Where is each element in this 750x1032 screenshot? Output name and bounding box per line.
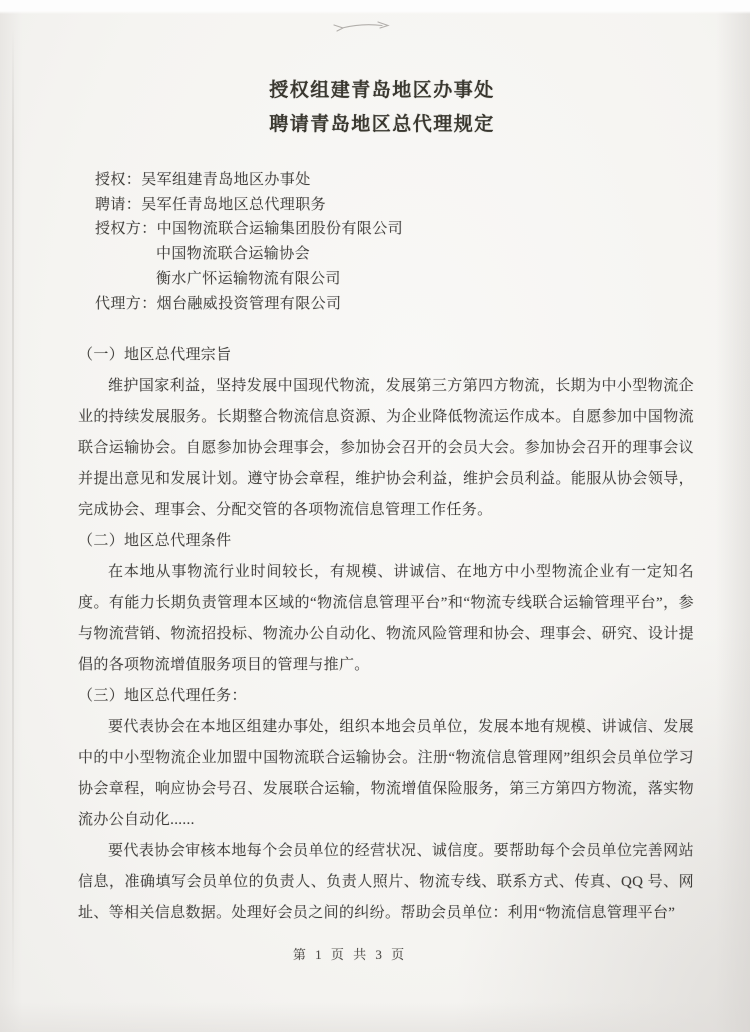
title-line-2: 聘请青岛地区总代理规定 [269, 114, 495, 135]
title-line-1: 授权组建青岛地区办事处 [269, 80, 495, 101]
preamble-label: 授权方： [95, 221, 157, 238]
preamble-text: 中国物流联合运输协会 [156, 246, 311, 263]
preamble-label: 聘请： [95, 196, 142, 213]
preamble-appointment [95, 193, 655, 218]
pencil-scribble-mark [330, 16, 402, 36]
section-3-paragraph-2: 要代表协会审核本地每个会员单位的经营状况、诚信度。要帮助每个会员单位完善网站信息，准确填写会员单位的负责人、负责人照片、物流专线、联系方式、传真、QQ 号、网址、等相关信息数据。处理好会员之间的纠纷。帮助会员单位：利用“物流信息管理平台” [78, 843, 694, 921]
document-title [0, 74, 750, 142]
preamble-label: 代理方： [95, 295, 157, 312]
paper-crease [12, 28, 14, 1003]
section-3-heading: （三）地区总代理任务： [78, 688, 247, 704]
preamble-authorizing-party [95, 217, 655, 242]
preamble-text: 吴军任青岛地区总代理职务 [141, 196, 327, 213]
section-1-paragraph: 维护国家利益，坚持发展中国现代物流，发展第三方第四方物流，长期为中小型物流企业的持续发展服务。长期整合物流信息资源、为企业降低物流运作成本。自愿参加中国物流联合运输协会。自愿参加协会理事会，参加协会召开的会员大会。参加协会召开的理事会议并提出意见和发展计划。遵守协会章程，维护协会利益，维护会员利益。能服从协会领导，完成协会、理事会、分配交管的各项物流信息管理工作任务。 [78, 378, 694, 518]
section-1-heading: （一）地区总代理宗旨 [78, 347, 232, 363]
preamble-authorization [95, 168, 655, 193]
preamble-label: 授权： [95, 172, 142, 188]
preamble-text: 吴军组建青岛地区办事处 [141, 172, 311, 188]
page-number-footer: 第 1 页 共 3 页 [292, 947, 408, 962]
document-body [78, 340, 694, 929]
section-2-paragraph: 在本地从事物流行业时间较长，有规模、讲诚信、在地方中小型物流企业有一定知名度。有能力长期负责管理本区域的“物流信息管理平台”和“物流专线联合运输管理平台”，参与物流营销、物流招投标、物流办公自动化、物流风险管理和协会、理事会、研究、设计提倡的各项物流增值服务项目的管理与推广。 [78, 564, 694, 673]
preamble-block [95, 168, 655, 316]
preamble-text: 衡水广怀运输物流有限公司 [156, 270, 341, 287]
preamble-agent-party [95, 292, 655, 317]
section-3-paragraph-1: 要代表协会在本地区组建办事处，组织本地会员单位，发展本地有规模、讲诚信、发展中的中小型物流企业加盟中国物流联合运输协会。注册“物流信息管理网”组织会员单位学习协会章程，响应协会号召、发展联合运输，物流增值保险服务，第三方第四方物流，落实物流办公自动化...... [78, 719, 694, 828]
preamble-text: 中国物流联合运输集团股份有限公司 [156, 221, 404, 238]
preamble-authorizing-party-2 [95, 242, 655, 267]
preamble-authorizing-party-3 [95, 267, 655, 292]
section-2-heading: （二）地区总代理条件 [78, 533, 232, 549]
preamble-text: 烟台融威投资管理有限公司 [156, 295, 342, 312]
